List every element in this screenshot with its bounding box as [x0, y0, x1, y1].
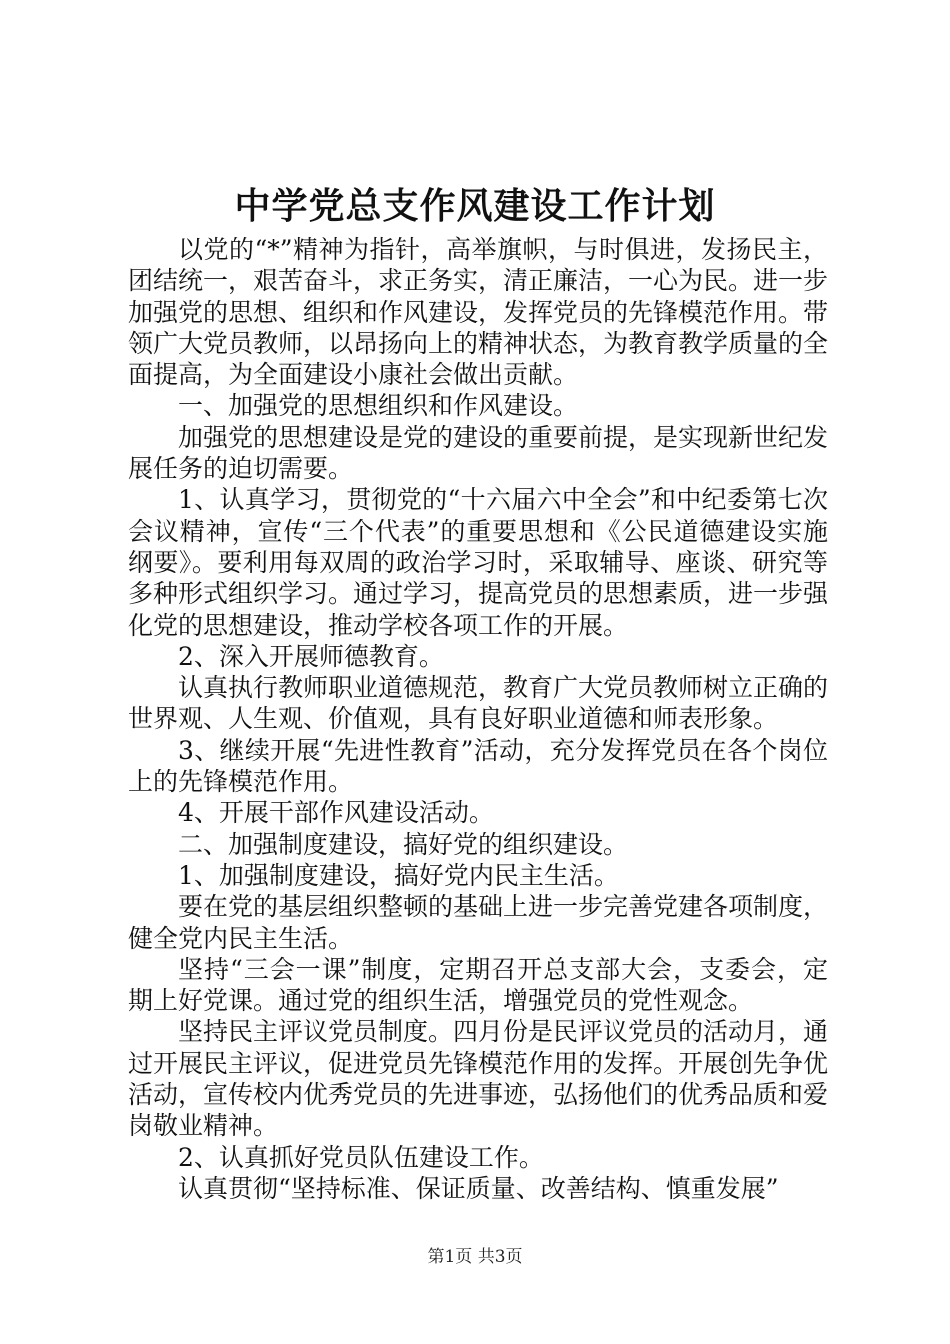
- list-item: 1、加强制度建设，搞好党内民主生活。: [178, 860, 619, 890]
- list-item: 2、深入开展师德教育。: [178, 641, 444, 671]
- paragraph: 要在党的基层组织整顿的基础上进一步完善党建各项制度，健全党内民主生活。: [128, 892, 829, 953]
- list-item: 1、认真学习，贯彻党的“十六届六中全会”和中纪委第七次会议精神，宣传“三个代表”的重要思想和《公民道德建设实施纲要》。要利用每双周的政治学习时，采取辅导、座谈、研究等多种形式组织学习。通过学习，提高党员的思想素质，进一步强化党的思想建设，推动学校各项工作的开展。: [128, 485, 829, 640]
- document-body: [128, 234, 828, 1204]
- section-heading-1: 一、加强党的思想组织和作风建设。: [178, 391, 579, 421]
- paragraph: 坚持民主评议党员制度。四月份是民评议党员的活动月，通过开展民主评议，促进党员先锋模范作用的发挥。开展创先争优活动，宣传校内优秀党员的先进事迹，弘扬他们的优秀品质和爱岗敬业精神。: [128, 1017, 829, 1141]
- list-item: 4、开展干部作风建设活动。: [178, 798, 494, 828]
- paragraph: 坚持“三会一课”制度，定期召开总支部大会，支委会，定期上好党课。通过党的组织生活，增强党员的党性观念。: [128, 954, 828, 1016]
- section-heading-2: 二、加强制度建设，搞好党的组织建设。: [178, 829, 629, 859]
- page-number-footer: 第1页 共3页: [427, 1247, 523, 1267]
- paragraph: 加强党的思想建设是党的建设的重要前提，是实现新世纪发展任务的迫切需要。: [128, 422, 829, 484]
- paragraph-intro: 以党的“*”精神为指针，高举旗帜，与时俱进，发扬民主，团结统一，艰苦奋斗，求正务实，清正廉洁，一心为民。进一步加强党的思想、组织和作风建设，发挥党员的先锋模范作用。带领广大党员教师，以昂扬向上的精神状态，为教育教学质量的全面提高，为全面建设小康社会做出贡献。: [128, 235, 829, 390]
- paragraph: 认真执行教师职业道德规范，教育广大党员教师树立正确的世界观、人生观、价值观，具有良好职业道德和师表形象。: [128, 673, 829, 734]
- document-title: 中学党总支作风建设工作计划: [234, 186, 716, 227]
- paragraph: 认真贯彻“坚持标准、保证质量、改善结构、慎重发展”: [178, 1173, 779, 1203]
- list-item: 2、认真抓好党员队伍建设工作。: [178, 1142, 544, 1172]
- list-item: 3、继续开展“先进性教育”活动，充分发挥党员在各个岗位上的先锋模范作用。: [128, 735, 828, 797]
